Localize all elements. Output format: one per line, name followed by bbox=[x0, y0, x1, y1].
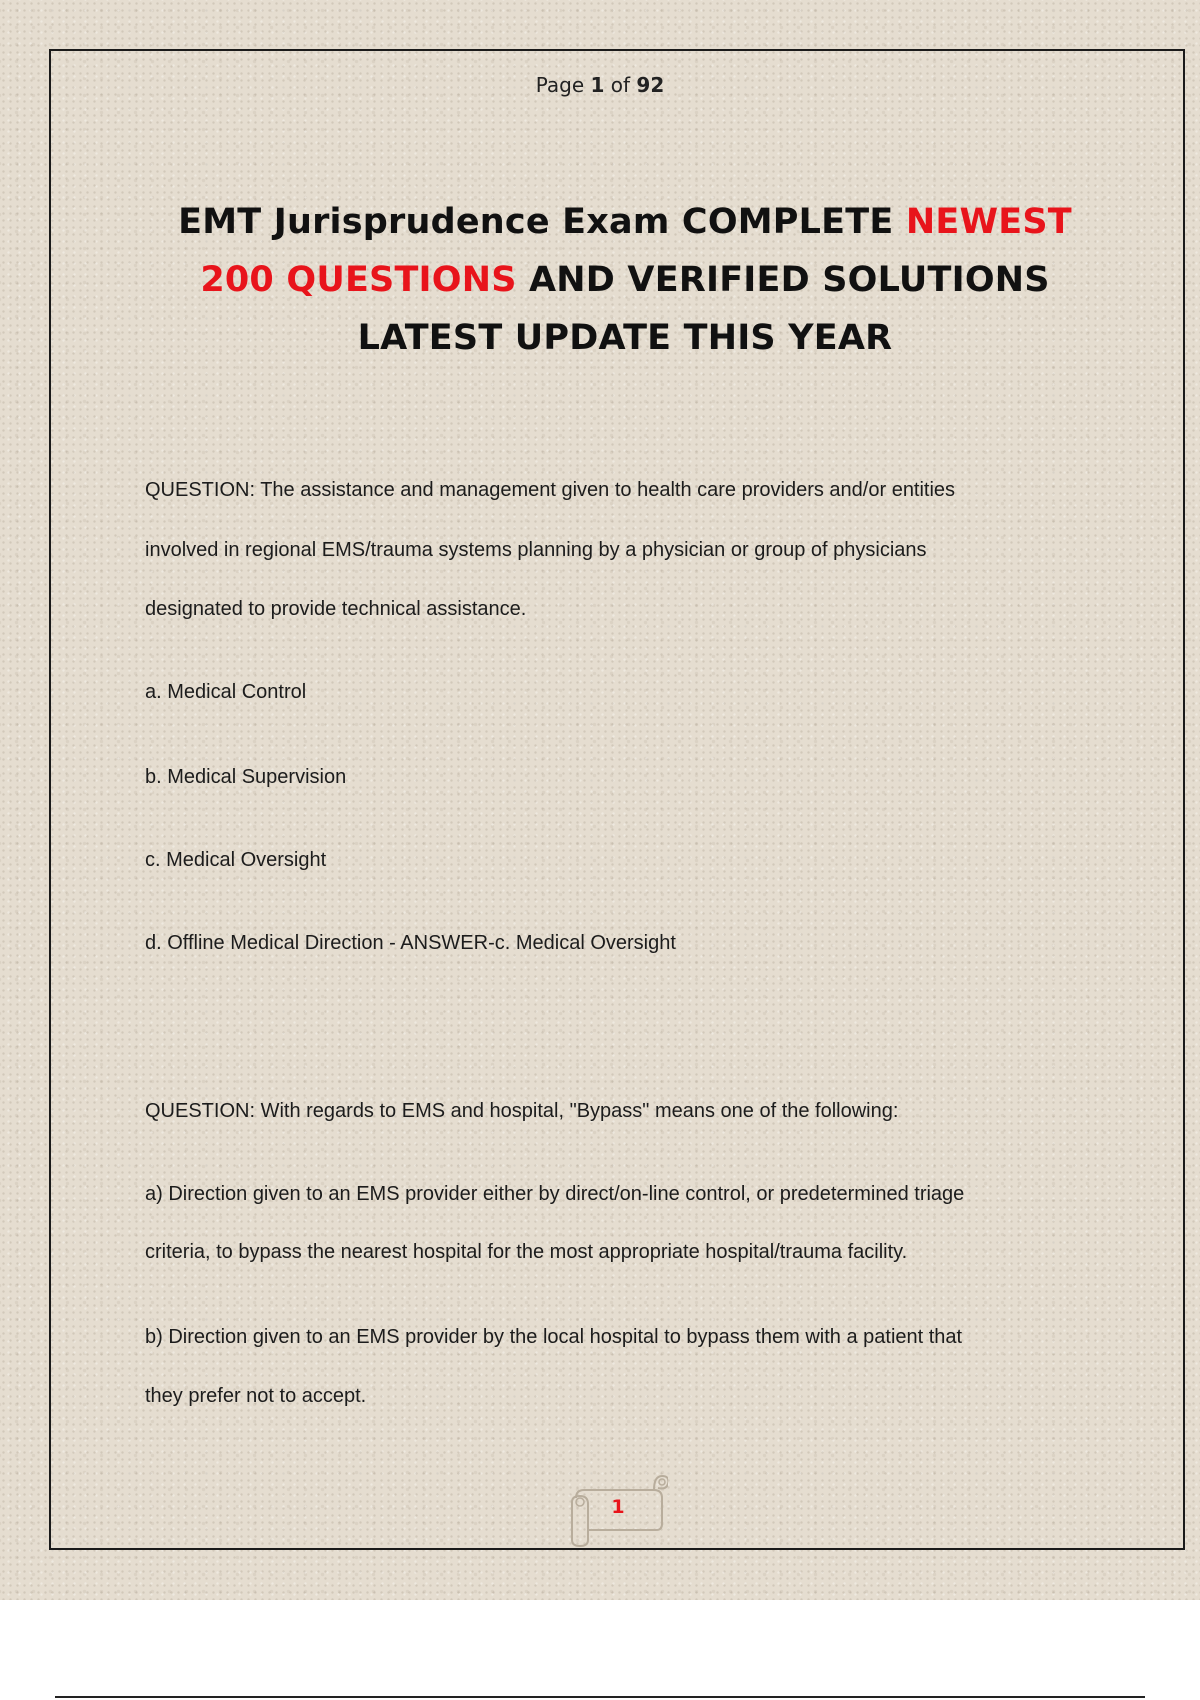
page-label: Page bbox=[535, 73, 585, 97]
question-1-option-d-answer: d. Offline Medical Direction - ANSWER-c. Medical Oversight bbox=[145, 932, 676, 954]
question-2-option-b-line-1: b) Direction given to an EMS provider by the local hospital to bypass them with a patient that bbox=[145, 1326, 963, 1348]
title-question-count: 200 QUESTIONS bbox=[200, 260, 517, 300]
document-title bbox=[100, 193, 1150, 367]
question-2-option-b-line-2: they prefer not to accept. bbox=[145, 1385, 367, 1407]
question-1-line-2: involved in regional EMS/trauma systems planning by a physician or group of physicians bbox=[145, 539, 927, 561]
footer-page-number: 1 bbox=[611, 1496, 625, 1518]
question-2-option-a-line-2: criteria, to bypass the nearest hospital for the most appropriate hospital/trauma facility. bbox=[145, 1241, 908, 1263]
question-1-option-c: c. Medical Oversight bbox=[145, 849, 327, 871]
question-1-option-b: b. Medical Supervision bbox=[145, 766, 347, 788]
title-newest: NEWEST bbox=[905, 202, 1072, 242]
page-total: 92 bbox=[636, 73, 665, 97]
question-1-option-a: a. Medical Control bbox=[145, 681, 307, 703]
question-1-line-1: QUESTION: The assistance and management given to health care providers and/or entities bbox=[145, 479, 956, 501]
title-part-1: EMT Jurisprudence Exam COMPLETE bbox=[178, 202, 894, 242]
page-current: 1 bbox=[590, 73, 605, 97]
question-2-line-1: QUESTION: With regards to EMS and hospital, "Bypass" means one of the following: bbox=[145, 1100, 899, 1122]
title-part-5: LATEST UPDATE THIS YEAR bbox=[357, 318, 893, 358]
page-of-label: of bbox=[610, 73, 631, 97]
bottom-divider bbox=[55, 1696, 1145, 1698]
question-2-option-a-line-1: a) Direction given to an EMS provider either by direct/on-line control, or predetermined triage bbox=[145, 1183, 965, 1205]
page-header bbox=[0, 73, 1200, 97]
title-part-4: AND VERIFIED SOLUTIONS bbox=[529, 260, 1050, 300]
question-1-line-3: designated to provide technical assistance. bbox=[145, 598, 527, 620]
